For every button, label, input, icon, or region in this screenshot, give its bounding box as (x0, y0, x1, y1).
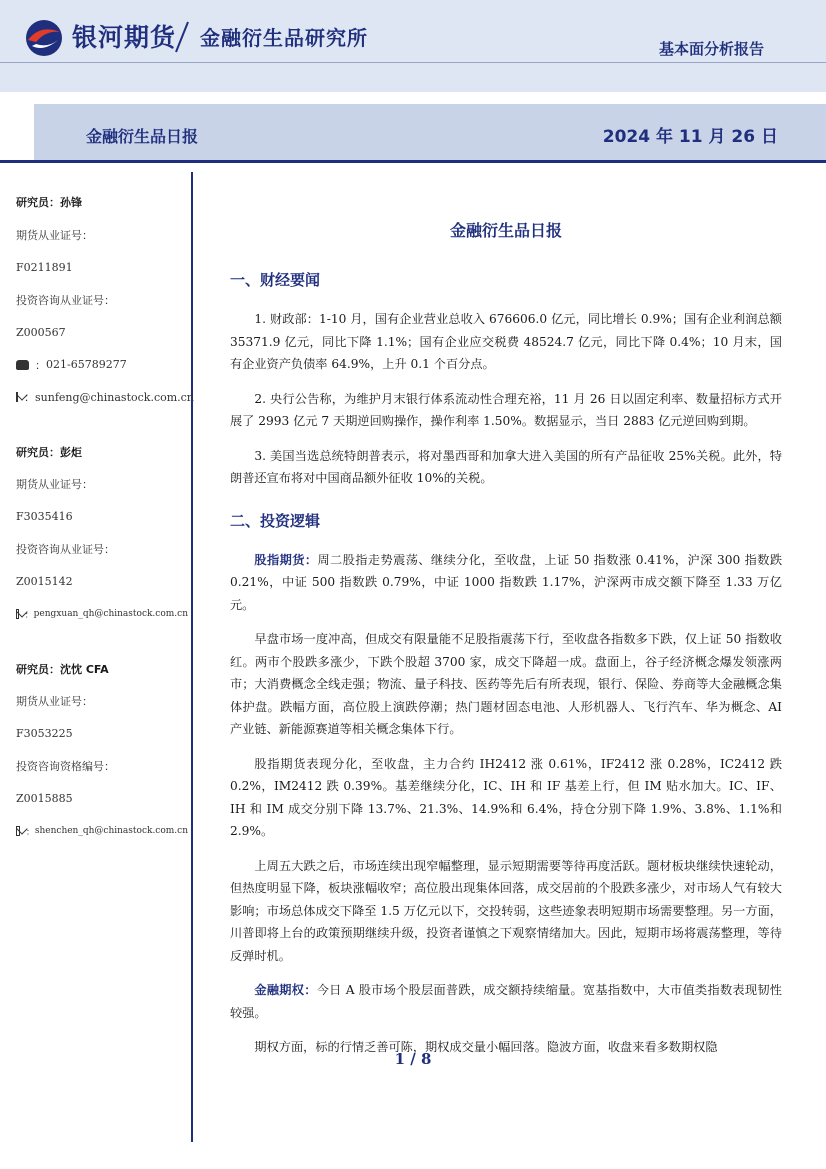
email-row: ： pengxuan_qh@chinastock.com.cn (16, 598, 188, 631)
report-type: 基本面分析报告 (658, 40, 764, 58)
section-heading: 一、财经要闻 (230, 271, 321, 289)
header-divider (0, 62, 826, 63)
institute-name: 金融衍生品研究所 (200, 26, 368, 50)
phone-row: ： 021-65789277 (16, 349, 188, 382)
futures-license-label: 期货从业证号： (16, 478, 93, 492)
divider-slash (172, 16, 192, 56)
email-row: ： shenchen_qh@chinastock.com.cn (16, 815, 188, 848)
page-number: 1 / 8 (394, 1050, 432, 1068)
futures-license-label: 期货从业证号： (16, 228, 93, 242)
brand-name: 银河期货 (72, 23, 177, 52)
news-paragraph: 1. 财政部：1-10 月，国有企业营业总收入 676606.0 亿元，同比增长 0.9%；国有企业利润总额 35371.9 亿元，同比下降 1.1%；国有企业应交税费 48524.7 亿元，同比下降 0.4%；10 月末，国有企业资产负债率 64.9%，上升 0.1 个百分点。 (230, 312, 782, 371)
paragraph-lead: 金融期权： (254, 983, 317, 997)
page-header (0, 0, 826, 92)
email-address[interactable]: shenchen_qh@chinastock.com.cn (34, 826, 188, 837)
email-address[interactable]: pengxuan_qh@chinastock.com.cn (33, 609, 188, 620)
futures-license-id: F0211891 (16, 260, 73, 274)
phone-number: 021-65789277 (46, 358, 127, 372)
mail-icon (16, 826, 20, 836)
futures-license-id: F3035416 (16, 510, 73, 524)
mail-icon (16, 392, 18, 402)
logic-paragraph: 期权方面，标的行情乏善可陈，期权成交量小幅回落。隐波方面，收盘来看多数期权隐 (254, 1040, 718, 1054)
logic-paragraph: 股指期货表现分化，至收盘，主力合约 IH2412 涨 0.61%，IF2412 涨 0.28%，IC2412 跌 0.2%，IM2412 跌 0.39%。基差继续分化，IC、IH 和 IF 基差上行，但 IM 贴水加大。IC、IF、IH 和 IM 成交分别下降 13.7%、21.3%、14.9%和 6.4%，持仓分别下降 1.9%、3.8%、1.1%和 2.9%。 (230, 756, 782, 838)
analyst-sidebar (16, 186, 194, 870)
report-body (230, 218, 782, 1071)
document-title: 金融衍生品日报 (449, 221, 562, 240)
logic-paragraph (230, 979, 782, 1024)
paragraph-lead: 股指期货： (254, 552, 318, 567)
consult-license-label: 投资咨询从业证号： (16, 543, 115, 557)
futures-license-label: 期货从业证号： (16, 695, 93, 709)
galaxy-futures-logo-icon (22, 18, 66, 58)
consult-license-label: 投资咨询从业证号： (16, 293, 115, 307)
section-heading: 二、投资逻辑 (230, 511, 321, 530)
phone-icon (16, 360, 29, 370)
paragraph-text: 今日 A 股市场个股层面普跌，成交额持续缩量。宽基指数中，大市值类指数表现韧性较强。 (230, 983, 782, 1020)
report-date: 2024 年 11 月 26 日 (602, 127, 778, 147)
paragraph-text: 周二股指走势震荡、继续分化，至收盘，上证 50 指数涨 0.41%，沪深 300 指数跌 0.21%，中证 500 指数跌 0.79%，中证 1000 指数跌 1.17%，沪深两市成交额下降至 1.33 万亿元。 (230, 552, 783, 612)
consult-license-label: 投资咨询资格编号： (16, 760, 115, 774)
futures-license-id: F3053225 (16, 727, 73, 741)
analyst-name: 研究员：沈忱 CFA (16, 662, 109, 676)
analyst-card (16, 436, 188, 631)
email-address[interactable]: sunfeng@chinastock.com.cn (35, 390, 194, 404)
sidebar-divider (191, 172, 193, 1142)
consult-license-id: Z0015885 (16, 792, 73, 806)
analyst-name: 研究员：彭炬 (16, 445, 82, 459)
email-row: ： sunfeng@chinastock.com.cn (16, 381, 188, 414)
title-band-rule (0, 160, 826, 163)
logic-paragraph: 上周五大跌之后，市场连续出现窄幅整理，显示短期需要等待再度活跃。题材板块继续快速轮动，但热度明显下降，板块涨幅收窄；高位股出现集体回落，成交居前的个股跌多涨少，对市场人气有较大影响；市场总体成交下降至 1.5 万亿元以下，交投转弱，这些迹象表明短期市场需要整理。另一方面，川普即将上台的政策预期继续升级，投资者谨慎之下观察情绪加大。因此，短期市场将震荡整理，等待反弹时机。 (230, 858, 782, 963)
consult-license-id: Z000567 (16, 325, 66, 339)
news-paragraph: 2. 央行公告称，为维护月末银行体系流动性合理充裕，11 月 26 日以固定利率、数量招标方式开展了 2993 亿元 7 天期逆回购操作，操作利率 1.50%。数据显示，当日 2883 亿元逆回购到期。 (230, 391, 782, 428)
analyst-name: 研究员：孙锋 (16, 196, 82, 210)
analyst-card (16, 186, 194, 414)
logic-paragraph: 早盘市场一度冲高，但成交有限量能不足股指震荡下行，至收盘各指数多下跌，仅上证 50 指数收红。两市个股跌多涨少，下跌个股超 3700 家，成交下降超一成。盘面上，谷子经济概念爆发领涨两市；大消费概念全线走强；物流、量子科技、医药等先后有所表现，银行、保险、券商等大金融概念集体护盘。跌幅方面，高位股上演跌停潮；热门题材固态电池、人形机器人、飞行汽车、华为概念、AI 产业链、新能源赛道等相关概念集体下行。 (230, 632, 782, 736)
mail-icon (16, 609, 19, 619)
consult-license-id: Z0015142 (16, 575, 73, 589)
news-paragraph: 3. 美国当选总统特朗普表示，将对墨西哥和加拿大进入美国的所有产品征收 25%关税。此外，特朗普还宣布将对中国商品额外征收 10%的关税。 (230, 448, 782, 485)
band-title: 金融衍生品日报 (86, 127, 199, 146)
logic-paragraph (230, 549, 782, 617)
analyst-card (16, 653, 188, 848)
